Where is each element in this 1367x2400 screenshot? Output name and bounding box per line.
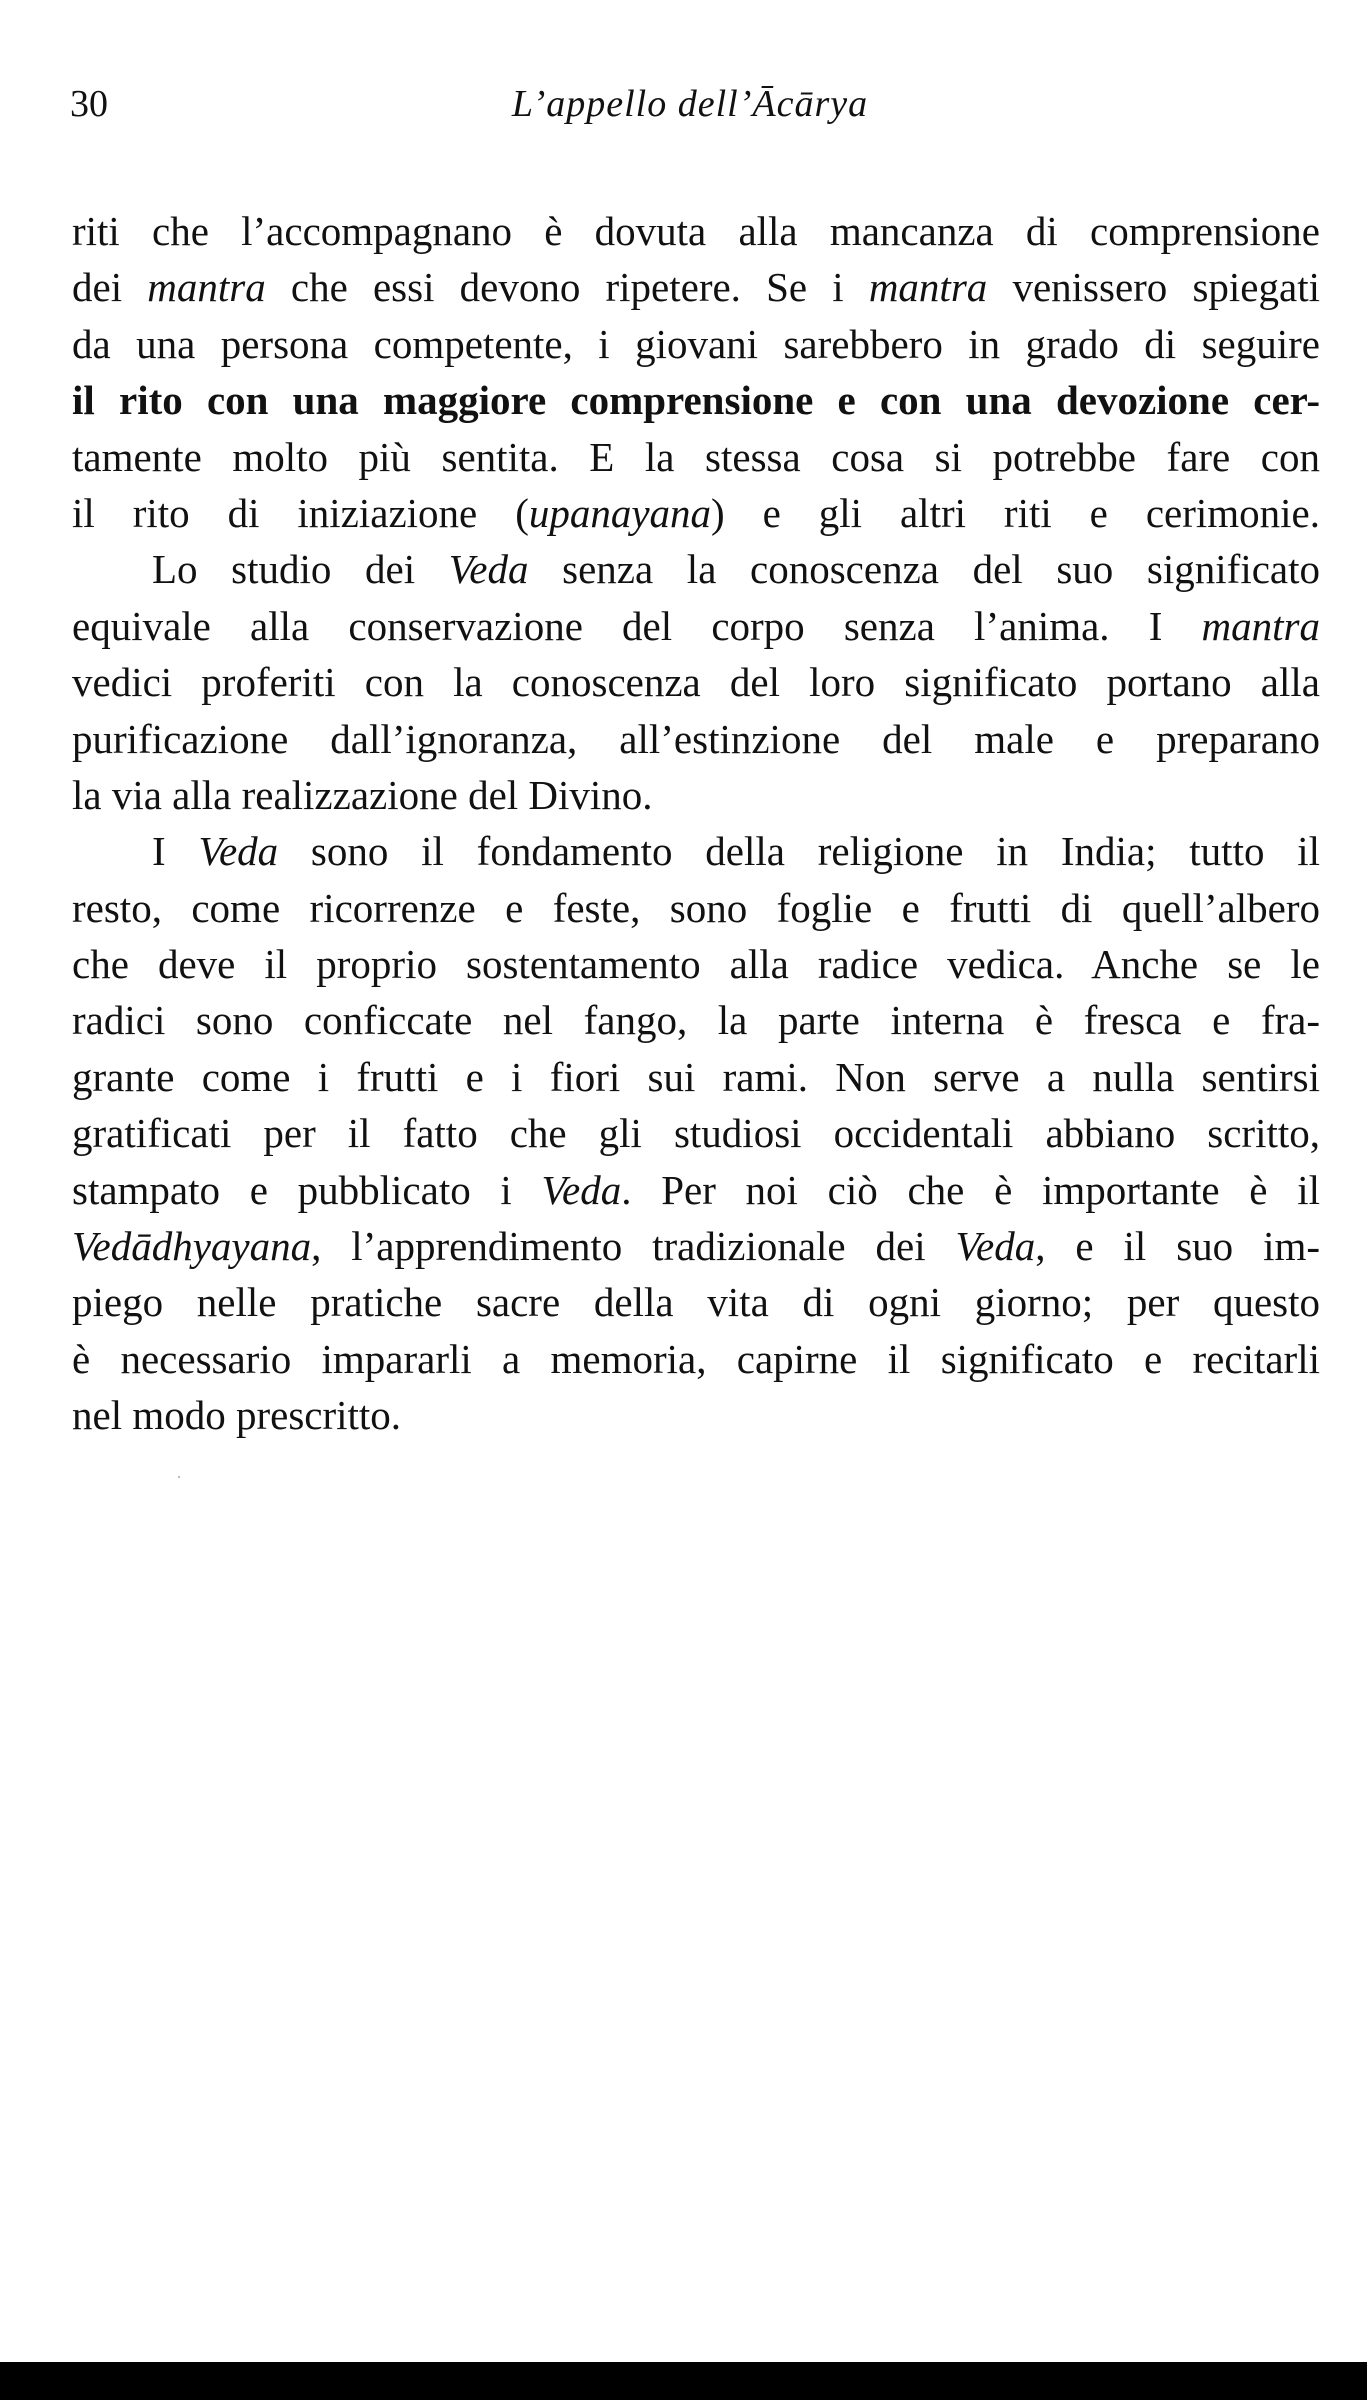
text-line: resto, come ricorrenze e feste, sono foglie e frutti di quell’albero [72,884,1320,931]
text-line: piego nelle pratiche sacre della vita di ogni giorno; per questo [72,1279,1320,1326]
text-line: radici sono conficcate nel fango, la parte interna è fresca e fra- [72,997,1320,1044]
text-line: purificazione dall’ignoranza, all’estinzione del male e preparano [72,715,1320,762]
text-line: I Veda sono il fondamento della religione in India; tutto il [152,828,1321,875]
scan-bottom-edge [0,2362,1367,2400]
text-line: la via alla realizzazione del Divino. [72,771,653,818]
text-line: Vedādhyayana, l’apprendimento tradizionale dei Veda, e il suo im- [72,1223,1321,1270]
text-line: è necessario impararli a memoria, capirne il significato e recitarli [72,1335,1320,1382]
page-number: 30 [70,83,108,125]
text-line: il rito con una maggiore comprensione e con una devozione cer- [72,377,1320,424]
text-line: Lo studio dei Veda senza la conoscenza del suo significato [152,546,1320,593]
text-line: riti che l’accompagnano è dovuta alla mancanza di comprensione [72,208,1320,254]
text-line: gratificati per il fatto che gli studiosi occidentali abbiano scritto, [72,1110,1320,1157]
text-line: grante come i frutti e i fiori sui rami. Non serve a nulla sentirsi [72,1053,1320,1100]
running-title: L’appello dell’Ācārya [511,83,869,125]
text-line: vedici proferiti con la conoscenza del loro significato portano alla [72,659,1320,706]
text-line: dei mantra che essi devono ripetere. Se i mantra venissero spiegati [72,264,1320,311]
text-line: da una persona competente, i giovani sarebbero in grado di seguire [72,320,1320,367]
text-line: il rito di iniziazione (upanayana) e gli altri riti e cerimonie. [72,489,1320,536]
body-text [72,203,1320,1444]
text-line: stampato e pubblicato i Veda. Per noi ciò che è importante è il [72,1166,1320,1213]
text-line: che deve il proprio sostentamento alla radice vedica. Anche se le [72,941,1320,988]
text-line: equivale alla conservazione del corpo senza l’anima. I mantra [72,602,1320,649]
text-line: nel modo prescritto. [72,1392,402,1439]
page-header [70,78,1310,138]
scan-speck [178,1476,180,1478]
text-line: tamente molto più sentita. E la stessa cosa si potrebbe fare con [72,433,1320,480]
